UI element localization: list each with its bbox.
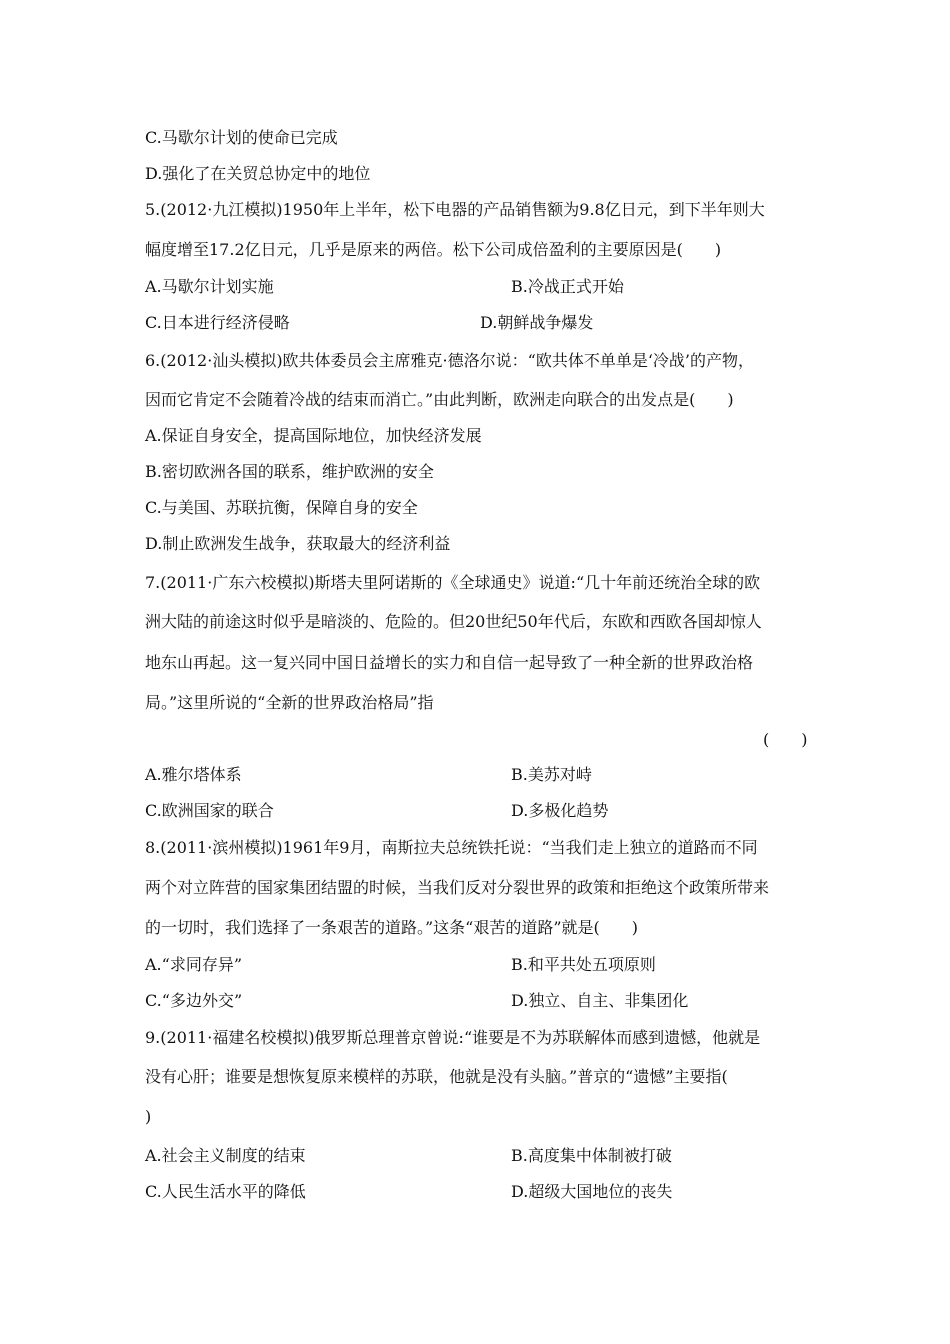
q6-stem-line2: 因而它肯定不会随着冷战的结束而消亡。”由此判断，欧洲走向联合的出发点是( ) xyxy=(145,390,734,409)
q7-option-a: A.雅尔塔体系 xyxy=(145,765,242,784)
q9-stem-line1: 9.(2011·福建名校模拟)俄罗斯总理普京曾说:“谁要是不为苏联解体而感到遗憾，他就是 xyxy=(145,1028,761,1047)
q8-stem-line3: 的一切时，我们选择了一条艰苦的道路。”这条“艰苦的道路”就是( ) xyxy=(145,918,639,937)
q5-stem-line2: 幅度增至17.2亿日元，几乎是原来的两倍。松下公司成倍盈利的主要原因是( ) xyxy=(145,240,722,259)
q9-stem-line2: 没有心肝；谁要是想恢复原来模样的苏联，他就是没有头脑。”普京的“遗憾”主要指( xyxy=(145,1067,728,1086)
q4-option-d: D.强化了在关贸总协定中的地位 xyxy=(145,164,371,183)
q7-stem-line4: 局。”这里所说的“全新的世界政治格局”指 xyxy=(145,693,434,712)
q8-option-d: D.独立、自主、非集团化 xyxy=(511,991,689,1010)
q9-stem-line3: ) xyxy=(145,1107,152,1126)
q5-option-a: A.马歇尔计划实施 xyxy=(145,277,274,296)
q7-option-c: C.欧洲国家的联合 xyxy=(145,801,274,820)
q7-stem-line1: 7.(2011·广东六校模拟)斯塔夫里阿诺斯的《全球通史》说道:“几十年前还统治全球的欧 xyxy=(145,573,761,592)
q8-option-c: C.“多边外交” xyxy=(145,991,243,1010)
q8-option-a: A.“求同存异” xyxy=(145,955,243,974)
q4-option-c: C.马歇尔计划的使命已完成 xyxy=(145,128,338,147)
q6-option-d: D.制止欧洲发生战争，获取最大的经济利益 xyxy=(145,534,451,553)
q8-stem-line2: 两个对立阵营的国家集团结盟的时候，当我们反对分裂世界的政策和拒绝这个政策所带来 xyxy=(145,878,770,897)
q7-answer-paren: ( ) xyxy=(763,730,808,749)
q6-option-b: B.密切欧洲各国的联系，维护欧洲的安全 xyxy=(145,462,434,481)
q9-option-a: A.社会主义制度的结束 xyxy=(145,1146,306,1165)
q6-option-a: A.保证自身安全，提高国际地位，加快经济发展 xyxy=(145,426,482,445)
q6-stem-line1: 6.(2012·汕头模拟)欧共体委员会主席雅克·德洛尔说：“欧共体不单单是‘冷战’的产物， xyxy=(145,351,754,370)
q5-option-c: C.日本进行经济侵略 xyxy=(145,313,290,332)
q7-option-b: B.美苏对峙 xyxy=(511,765,592,784)
q8-stem-line1: 8.(2011·滨州模拟)1961年9月，南斯拉夫总统铁托说：“当我们走上独立的道路而不同 xyxy=(145,838,758,857)
q9-option-c: C.人民生活水平的降低 xyxy=(145,1182,306,1201)
q7-stem-line3: 地东山再起。这一复兴同中国日益增长的实力和自信一起导致了一种全新的世界政治格 xyxy=(145,653,754,672)
q5-stem-line1: 5.(2012·九江模拟)1950年上半年，松下电器的产品销售额为9.8亿日元，到下半年则大 xyxy=(145,200,765,219)
q9-option-d: D.超级大国地位的丧失 xyxy=(511,1182,673,1201)
q8-option-b: B.和平共处五项原则 xyxy=(511,955,656,974)
q7-option-d: D.多极化趋势 xyxy=(511,801,609,820)
q9-option-b: B.高度集中体制被打破 xyxy=(511,1146,672,1165)
q5-option-b: B.冷战正式开始 xyxy=(511,277,624,296)
q7-stem-line2: 洲大陆的前途这时似乎是暗淡的、危险的。但20世纪50年代后，东欧和西欧各国却惊人 xyxy=(145,612,762,631)
q5-option-d: D.朝鲜战争爆发 xyxy=(480,313,594,332)
q6-option-c: C.与美国、苏联抗衡，保障自身的安全 xyxy=(145,498,418,517)
